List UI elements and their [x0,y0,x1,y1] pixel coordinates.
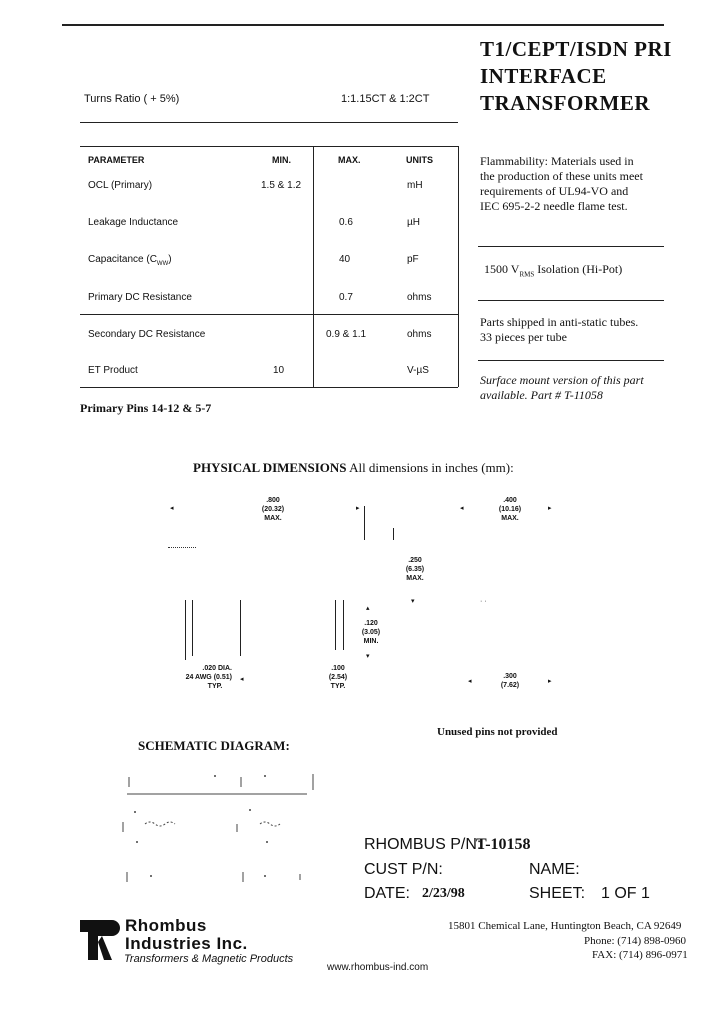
company-fax: FAX: (714) 896-0971 [592,949,688,961]
table-mid-rule [80,314,458,315]
company-tagline: Transformers & Magnetic Products [124,953,294,965]
param-subscript: WW [156,261,169,267]
dim-width-mm: (10.16) [498,506,522,513]
isolation-note [484,262,654,282]
table-row-param: Leakage Inductance [88,217,179,228]
dim-row-in: .300 [503,673,517,680]
param-tail: ) [168,254,172,265]
table-row-param: OCL (Primary) [88,180,153,191]
table-row-units: mH [407,180,423,191]
notes-rule-2 [478,300,664,301]
dim-row-spacing [494,672,526,690]
dim-height [396,556,434,583]
dim-pitch-mm: (2.54) [328,674,348,681]
physical-title: PHYSICAL DIMENSIONS [193,460,347,475]
turns-ratio-rule [80,122,458,123]
schematic-diagram [115,772,320,887]
arrow-mark-left: ◂ [170,505,174,512]
rhombus-logo [78,918,122,962]
pn-value: T-10158 [476,836,531,853]
side-view-edge [393,528,394,540]
dim-height-in: .250 [408,557,422,564]
pin-line [335,600,336,650]
dim-length [250,496,296,523]
turns-ratio-label: Turns Ratio ( + 5%) [84,93,180,105]
pin-line [192,600,193,656]
arrow-mark-down: ▾ [366,653,370,660]
table-row-param [88,254,172,267]
dim-length-mm: (20.32) [261,506,285,513]
table-row-min: 10 [273,365,285,376]
arrow-mark-left: ◂ [460,505,464,512]
dot-mark: · · [480,598,487,605]
dim-pin-diameter [162,664,232,682]
isolation-prefix: 1500 V [484,262,520,276]
dim-pin-length-note: MIN. [363,638,379,645]
table-row-max: 0.6 [339,217,353,228]
dim-width [488,496,532,523]
dim-height-mm: (6.35) [405,566,425,573]
arrow-mark-right: ▸ [548,678,552,685]
table-row-param: ET Product [88,365,138,376]
dim-pitch-in: .100 [331,665,345,672]
col-header-units: UNITS [406,155,433,165]
company-name-line-2: Industries Inc. [125,934,248,953]
arrow-mark-right: ▸ [548,505,552,512]
table-row-units: µH [407,217,420,228]
table-divider-2 [458,146,459,387]
table-row-units: pF [407,254,419,265]
surface-mount-note: Surface mount version of this part available. Part # T-11058 [480,373,644,402]
dim-pin-dia-note: TYP. [207,683,223,690]
table-row-param: Primary DC Resistance [88,292,192,303]
table-row-max: 0.7 [339,292,353,303]
table-bottom-rule [80,387,458,388]
unused-pins-note: Unused pins not provided [437,726,558,738]
title-line-1: T1/CEPT/ISDN PRI [480,37,672,61]
arrow-mark-left: ◂ [240,676,244,683]
company-website[interactable]: www.rhombus-ind.com [327,962,429,973]
pin-line [343,600,344,650]
dim-length-in: .800 [266,497,280,504]
notes-rule-1 [478,246,664,247]
physical-dimensions-heading [193,460,514,476]
table-row-units: V-µS [407,365,429,376]
dim-width-note: MAX. [501,515,519,522]
dim-pitch-note: TYP. [330,683,346,690]
company-address: 15801 Chemical Lane, Huntington Beach, CA 92649 [448,920,682,932]
pn-label: RHOMBUS P/N: [364,836,482,853]
param-text: Capacitance (C [88,254,157,265]
dim-pin-length-mm: (3.05) [361,629,381,636]
title-line-3: TRANSFORMER [480,91,651,115]
dim-pin-dia-in: .020 DIA. [202,665,232,672]
table-divider-1 [313,146,314,387]
name-label: NAME: [529,861,580,878]
company-name-line-1: Rhombus [125,916,207,935]
dim-height-note: MAX. [406,575,424,582]
date-value: 2/23/98 [422,886,465,901]
schematic-heading: SCHEMATIC DIAGRAM: [138,738,290,753]
flammability-note: Flammability: Materials used in the production of these units meet requirements of UL94-VO and IEC 695-2-2 needle flame test. [480,154,643,213]
isolation-suffix: Isolation (Hi-Pot) [534,262,623,276]
table-row-units: ohms [407,329,432,340]
physical-subtitle: All dimensions in inches (mm): [349,460,514,475]
dim-pin-dia-mm: 24 AWG (0.51) [185,674,232,681]
date-label: DATE: [364,885,410,902]
packaging-note: Parts shipped in anti-static tubes. 33 pieces per tube [480,315,639,344]
arrow-mark-up: ▴ [366,605,370,612]
pin-line [185,600,186,660]
dash-line [168,547,196,548]
col-header-min: MIN. [272,155,291,165]
title-line-2: INTERFACE [480,64,607,88]
company-phone: Phone: (714) 898-0960 [584,935,687,947]
dim-pitch [318,664,358,691]
table-row-max: 0.9 & 1.1 [326,329,367,340]
table-row-param: Secondary DC Resistance [88,329,206,340]
dim-pin-length-in: .120 [364,620,378,627]
turns-ratio-value: 1:1.15CT & 1:2CT [341,93,430,105]
table-row-min: 1.5 & 1.2 [261,180,302,191]
table-footnote: Primary Pins 14-12 & 5-7 [80,401,212,415]
sheet-label: SHEET: [529,885,586,902]
arrow-mark-right: ▸ [356,505,360,512]
sheet-value: 1 OF 1 [601,885,650,902]
arrow-mark-down: ▾ [411,598,415,605]
table-row-max: 40 [339,254,351,265]
table-row-units: ohms [407,292,432,303]
pin-line [240,600,241,656]
dim-pin-length [356,619,386,646]
notes-rule-3 [478,360,664,361]
cust-pn-label: CUST P/N: [364,861,443,878]
top-rule [62,24,664,26]
col-header-max: MAX. [338,155,361,165]
dim-width-in: .400 [503,497,517,504]
col-header-parameter: PARAMETER [88,155,145,165]
dim-row-mm: (7.62) [500,682,520,689]
body-edge-line [364,506,365,540]
table-top-rule [80,146,458,147]
dim-length-note: MAX. [264,515,282,522]
isolation-subscript: RMS [519,270,535,279]
arrow-mark-left: ◂ [468,678,472,685]
